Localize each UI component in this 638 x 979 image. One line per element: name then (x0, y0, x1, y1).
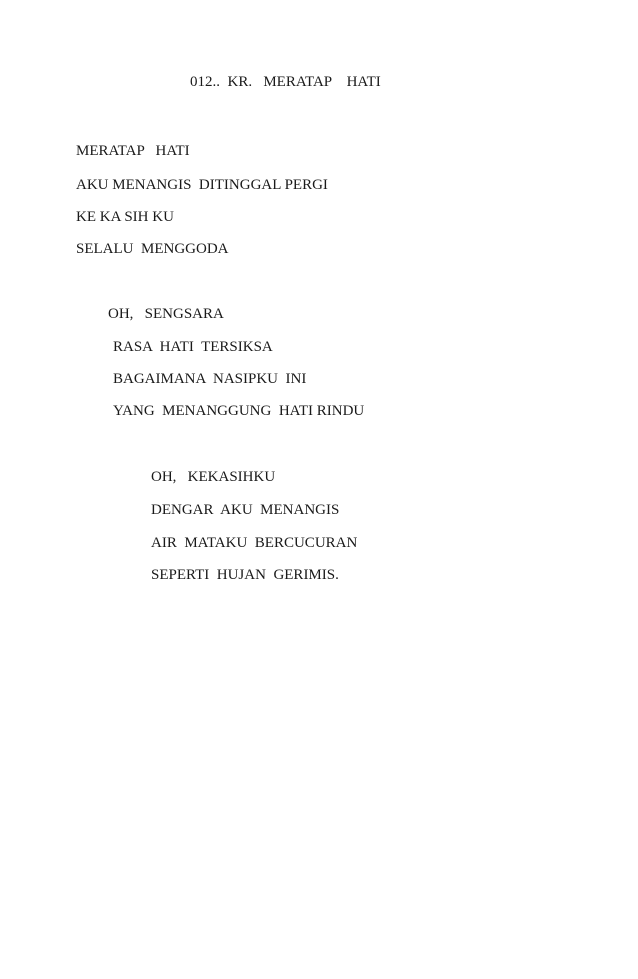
lyric-line: AIR MATAKU BERCUCURAN (151, 535, 358, 551)
lyric-line: DENGAR AKU MENANGIS (151, 502, 340, 518)
lyric-line: MERATAP HATI (76, 143, 190, 159)
song-title: 012.. KR. MERATAP HATI (190, 74, 381, 90)
lyric-line: SEPERTI HUJAN GERIMIS. (151, 567, 339, 583)
lyric-line: KE KA SIH KU (76, 209, 174, 225)
lyric-line: AKU MENANGIS DITINGGAL PERGI (76, 177, 328, 193)
lyric-line: RASA HATI TERSIKSA (113, 339, 273, 355)
lyric-line: OH, SENGSARA (108, 306, 224, 322)
lyric-line: BAGAIMANA NASIPKU INI (113, 371, 307, 387)
lyric-line: OH, KEKASIHKU (151, 469, 276, 485)
lyric-line: SELALU MENGGODA (76, 241, 229, 257)
lyric-line: YANG MENANGGUNG HATI RINDU (113, 403, 365, 419)
